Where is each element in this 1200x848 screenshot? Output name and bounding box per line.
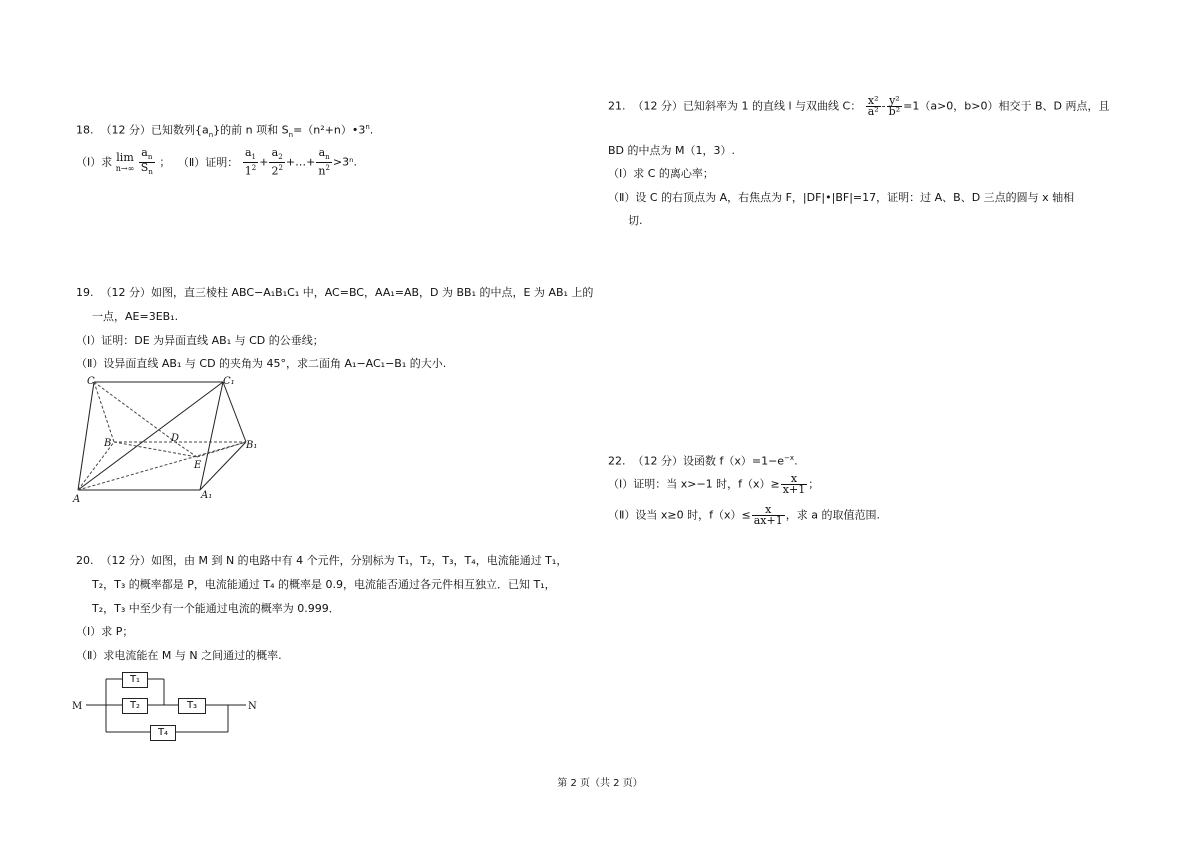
q18-term-1: $\frac{a_1}{1^2}$ (244, 146, 257, 179)
q18-term-2: $\frac{a_2}{2^2}$ (271, 146, 283, 179)
q20-line-3: T₂，T₃ 中至少有一个能通过电流的概率为 0.999． (92, 602, 340, 615)
q20-line-2: T₂，T₃ 的概率都是 P，电流能通过 T₄ 的概率是 0.9，电流能否通过各元件相互独立．已知 T₁， (92, 578, 556, 591)
prism-figure (70, 372, 270, 507)
page-footer: 第 2 页（共 2 页） (557, 778, 643, 789)
vertex-c1: C₁ (223, 376, 235, 387)
q20-part-2: （Ⅱ）求电流能在 M 与 N 之间通过的概率. (76, 649, 282, 662)
q22-header: 22. （12 分）设函数 $f(x)=1-e^{-x}$. (608, 454, 798, 468)
q22-fraction-2: $\frac{x}{ax+1}$ (753, 503, 783, 527)
q20-part-1: （Ⅰ）求 P； (76, 625, 134, 638)
vertex-d: D (171, 433, 180, 444)
vertex-c: C (87, 376, 95, 387)
q22-part-2: （Ⅱ）设当 x≥0 时，f（x）≤ $\frac{x}{ax+1}$ ，求 a 的取值范围. (608, 503, 880, 527)
q21-fraction-x2-a2: $\frac{\text{x²}}{\text{a²}}$ (867, 94, 879, 118)
q21-fraction-y2-b2: $\frac{\text{y²}}{\text{b²}}$ (888, 94, 901, 118)
vertex-b1: B₁ (246, 440, 258, 451)
component-t2: T₂ (122, 698, 148, 714)
vertex-b: B (104, 438, 112, 449)
q18-parts: （Ⅰ）求 lim n→∞ $\frac{a_n}{S_n}$ ； （Ⅱ）证明： $\frac{a_1}{1^2}$ + $\frac{a_2}{2^2}$ +…+ $\frac{a_n}{n^2}$ >3ⁿ. (76, 146, 358, 179)
q21-line-5: 切. (628, 214, 643, 227)
vertex-e: E (194, 460, 202, 471)
q18-header: 18. （12 分）已知数列$\{a_n\}$的前 n 项和 $S_n=(n^2+n)•3^n$. (76, 123, 374, 139)
q20-line-1: 20. （12 分）如图，由 M 到 N 的电路中有 4 个元件，分别标为 T₁，T₂，T₃，T₄，电流能通过 T₁， (76, 554, 568, 567)
vertex-a: A (73, 494, 81, 505)
q18-term-n: $\frac{a_n}{n^2}$ (318, 146, 330, 179)
component-t3: T₃ (178, 698, 206, 714)
q22-fraction-1: $\frac{x}{x+1}$ (782, 472, 806, 496)
q19-line-1: 19. （12 分）如图，直三棱柱 ABC−A₁B₁C₁ 中，AC=BC，AA₁=AB，D 为 BB₁ 的中点，E 为 AB₁ 上的 (76, 286, 594, 299)
q19-part-2: （Ⅱ）设异面直线 AB₁ 与 CD 的夹角为 45°，求二面角 A₁−AC₁−B₁ 的大小. (76, 357, 447, 370)
q19-line-2: 一点，AE=3EB₁. (92, 310, 179, 323)
limit-expression: lim n→∞ (115, 150, 135, 173)
q18-fraction-a-over-s: $\frac{a_n}{S_n}$ (140, 146, 153, 177)
q21-part-2: （Ⅱ）设 C 的右顶点为 A，右焦点为 F，|DF|•|BF|=17，证明：过 A、B、D 三点的圆与 x 轴相 (608, 191, 1075, 204)
q21-part-1: （Ⅰ）求 C 的离心率； (608, 167, 714, 180)
q21-line-2: BD 的中点为 M（1，3）. (608, 144, 735, 157)
terminal-m: M (72, 701, 83, 712)
component-t4: T₄ (150, 725, 176, 741)
q22-part-1: （Ⅰ）证明：当 x>−1 时，f（x）≥ $\frac{x}{x+1}$ ； (608, 472, 820, 496)
vertex-a1: A₁ (201, 490, 213, 501)
q19-part-1: （Ⅰ）证明：DE 为异面直线 AB₁ 与 CD 的公垂线； (76, 334, 324, 347)
q21-header: 21. （12 分）已知斜率为 1 的直线 l 与双曲线 C： $\frac{\text{x²}}{\text{a²}}$ - $\frac{\text{y²}}{\text{b²}}$ =1（a>0，b>0）相交于 B、D 两点，且 (608, 94, 1110, 118)
component-t1: T₁ (122, 672, 148, 688)
terminal-n: N (248, 701, 257, 712)
